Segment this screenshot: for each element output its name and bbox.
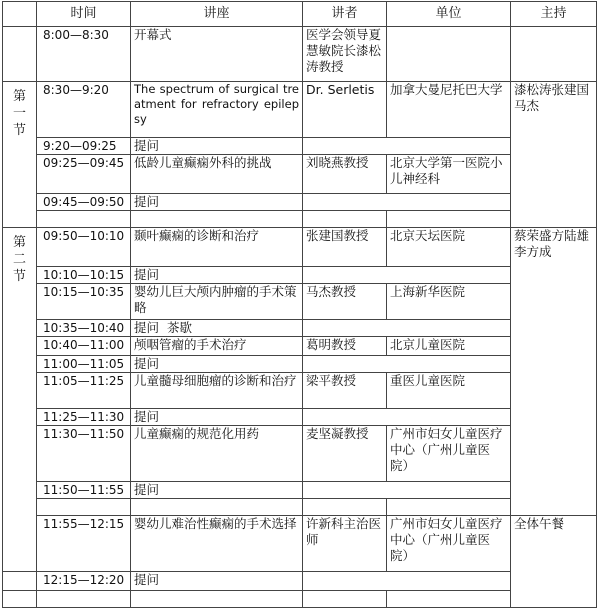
table-row [3,82,597,138]
lecture-cell: 提问 [131,267,303,284]
lecture-cell: 提问 [131,194,303,211]
speaker-cell: Dr. Serletis [303,82,387,138]
unit-cell: 广州市妇女儿童医疗中心（广州儿童医院） [387,516,511,572]
section-cell-empty [3,572,37,591]
host-cell-section2: 蔡荣盛方陆雄李方成 [511,228,597,516]
table-row-spacer [3,211,597,228]
empty-cell [131,499,303,516]
table-row [3,572,597,591]
host-cell-lunch: 全体午餐 [511,516,597,608]
lecture-cell: 提问 [131,356,303,373]
time-cell: 8:00—8:30 [37,27,131,82]
table-row [3,138,597,155]
table-row [3,356,597,373]
table-row [3,337,597,356]
speaker-unit-empty [303,138,511,155]
section-char: 第 [12,89,26,104]
time-cell: 09:45—09:50 [37,194,131,211]
lecture-cell: 提问 茶歇 [131,320,303,337]
speaker-unit-empty [303,320,511,337]
lecture-cell: 低龄儿童癫痫外科的挑战 [131,155,303,194]
header-lecture: 讲座 [131,2,303,27]
empty-cell [303,499,387,516]
time-cell: 10:40—11:00 [37,337,131,356]
host-cell-section1: 漆松涛张建国马杰 [511,82,597,228]
time-cell: 12:15—12:20 [37,572,131,591]
host-cell-empty [511,27,597,82]
empty-cell [37,211,131,228]
table-row-spacer [3,499,597,516]
time-cell: 10:10—10:15 [37,267,131,284]
unit-cell: 广州市妇女儿童医疗中心（广州儿童医院） [387,426,511,482]
lecture-cell: 婴幼儿难治性癫痫的手术选择 [131,516,303,572]
lecture-cell: The spectrum of surgical treatment for refractory epilepsy [131,82,303,138]
unit-cell: 北京天坛医院 [387,228,511,267]
speaker-unit-empty [303,194,511,211]
section-label-1 [3,82,37,228]
header-speaker: 讲者 [303,2,387,27]
table-row [3,426,597,482]
empty-cell [303,591,387,608]
section-label-2 [3,228,37,572]
table-row [3,228,597,267]
lecture-cell: 婴幼儿巨大颅内肿瘤的手术策略 [131,284,303,320]
lecture-cell: 提问 [131,138,303,155]
time-cell: 09:25—09:45 [37,155,131,194]
unit-cell: 上海新华医院 [387,284,511,320]
speaker-unit-empty [303,409,511,426]
lecture-cell: 提问 [131,482,303,499]
lecture-cell: 提问 [131,409,303,426]
table-row [3,155,597,194]
section-char: 第 [12,235,26,250]
time-cell: 11:50—11:55 [37,482,131,499]
speaker-cell: 医学会领导夏慧敏院长漆松涛教授 [303,27,387,82]
time-cell: 9:20—09:25 [37,138,131,155]
speaker-cell: 葛明教授 [303,337,387,356]
unit-cell: 北京儿童医院 [387,337,511,356]
section-char: 节 [12,123,26,138]
table-row [3,194,597,211]
empty-cell [37,499,131,516]
empty-cell [131,591,303,608]
speaker-cell: 张建国教授 [303,228,387,267]
lecture-cell: 儿童癫痫的规范化用药 [131,426,303,482]
schedule-table [2,1,597,608]
lecture-cell: 提问 [131,572,303,591]
header-section [3,2,37,27]
time-cell: 11:00—11:05 [37,356,131,373]
table-row [3,320,597,337]
table-row-spacer [3,591,597,608]
header-unit: 单位 [387,2,511,27]
table-row [3,373,597,409]
empty-cell [3,591,37,608]
speaker-cell: 麦坚凝教授 [303,426,387,482]
speaker-unit-empty [303,482,511,499]
unit-cell: 重医儿童医院 [387,373,511,409]
speaker-unit-empty [303,572,511,591]
speaker-cell: 刘晓燕教授 [303,155,387,194]
header-host: 主持 [511,2,597,27]
time-cell: 11:25—11:30 [37,409,131,426]
time-cell: 11:05—11:25 [37,373,131,409]
lecture-cell: 颞叶癫痫的诊断和治疗 [131,228,303,267]
time-cell: 11:55—12:15 [37,516,131,572]
time-cell: 10:35—10:40 [37,320,131,337]
lecture-cell: 开幕式 [131,27,303,82]
empty-cell [387,211,511,228]
table-row [3,284,597,320]
speaker-unit-empty [303,356,511,373]
empty-cell [387,499,511,516]
lecture-cell: 颅咽管瘤的手术治疗 [131,337,303,356]
table-row [3,409,597,426]
unit-cell [387,27,511,82]
table-row [3,482,597,499]
table-row [3,27,597,82]
header-time: 时间 [37,2,131,27]
time-cell: 11:30—11:50 [37,426,131,482]
speaker-cell: 马杰教授 [303,284,387,320]
empty-cell [131,211,303,228]
section-char: 二 [12,252,26,267]
time-cell: 09:50—10:10 [37,228,131,267]
header-row [3,2,597,27]
section-cell-empty [3,27,37,82]
lecture-cell: 儿童髓母细胞瘤的诊断和治疗 [131,373,303,409]
speaker-cell: 梁平教授 [303,373,387,409]
empty-cell [303,211,387,228]
unit-cell: 加拿大曼尼托巴大学 [387,82,511,138]
empty-cell [37,591,131,608]
speaker-cell: 许新科主治医师 [303,516,387,572]
table-row [3,516,597,572]
time-cell: 10:15—10:35 [37,284,131,320]
table-row [3,267,597,284]
empty-cell [387,591,511,608]
unit-cell: 北京大学第一医院小儿神经科 [387,155,511,194]
time-cell: 8:30—9:20 [37,82,131,138]
section-char: 节 [12,269,26,284]
speaker-unit-empty [303,267,511,284]
section-char: 一 [12,106,26,121]
